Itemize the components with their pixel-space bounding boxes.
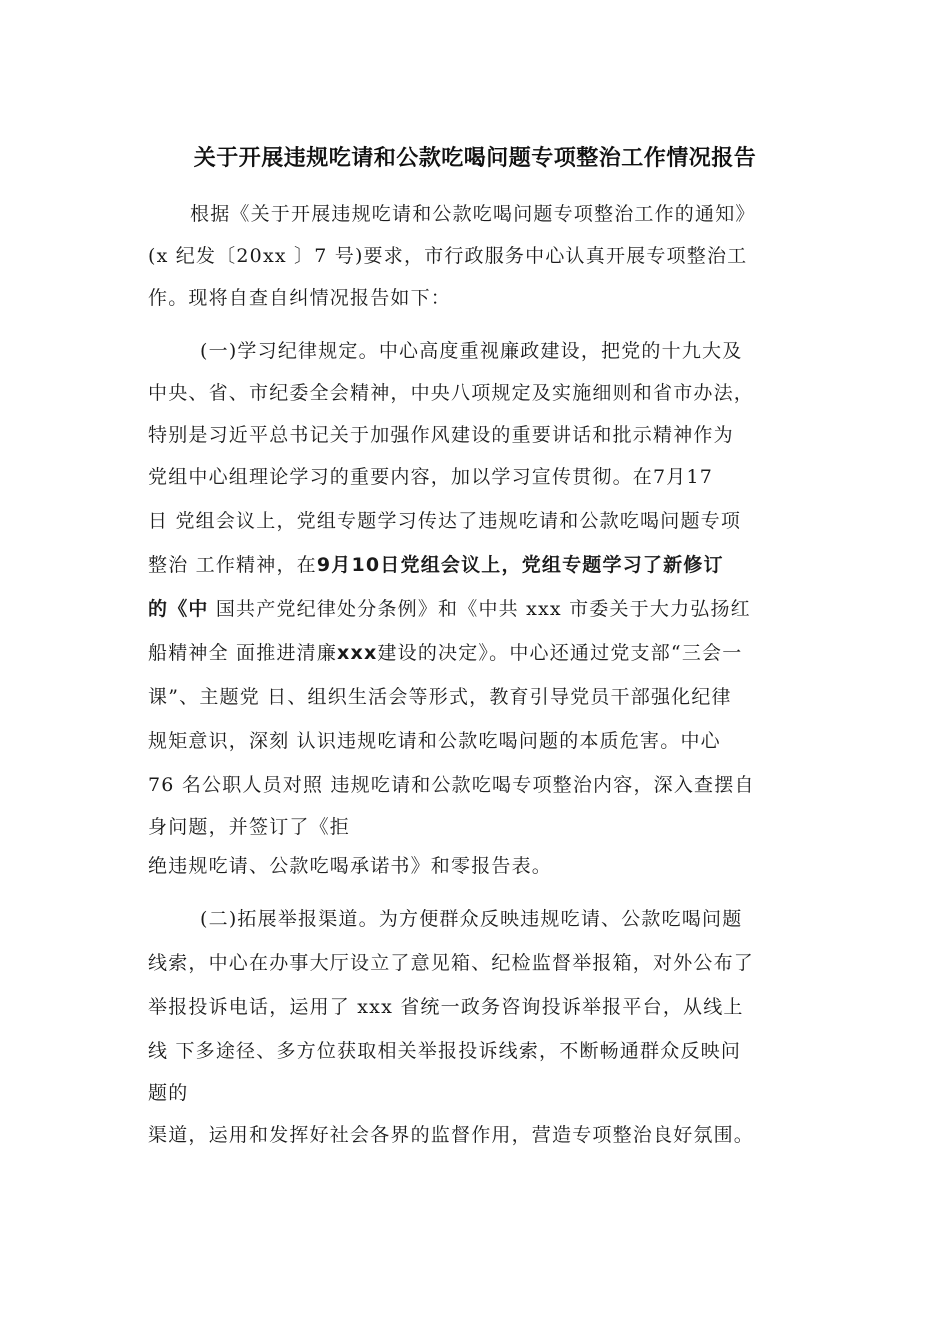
section1-line-9: 课”、主题党 日、组织生活会等形式，教育引导党员干部强化纪律 bbox=[148, 686, 732, 708]
section2-line-3: 举报投诉电话，运用了 xxx 省统一政务咨询投诉举报平台，从线上 bbox=[148, 996, 744, 1018]
section1-line-10: 规矩意识，深刻 认识违规吃请和公款吃喝问题的本质危害。中心 bbox=[148, 730, 721, 752]
section1-line-1: (一)学习纪律规定。中心高度重视廉政建设，把党的十九大及 bbox=[200, 340, 743, 362]
section1-bold-text-2: 的《中 bbox=[148, 598, 209, 620]
section1-bold-text-1: 9月10日党组会议上，党组专题学习了新修订 bbox=[316, 554, 724, 576]
document-title: 关于开展违规吃请和公款吃喝问题专项整治工作情况报告 bbox=[193, 146, 757, 171]
section2-line-4: 线 下多途径、多方位获取相关举报投诉线索，不断畅通群众反映问 bbox=[148, 1040, 742, 1062]
section1-line-7 bbox=[148, 600, 751, 619]
section2-line-2: 线索，中心在办事大厅设立了意见箱、纪检监督举报箱，对外公布了 bbox=[148, 952, 755, 974]
section1-bold-text-3: xxx bbox=[337, 642, 378, 664]
section1-line-6-text: 整治 工作精神，在 bbox=[148, 554, 317, 576]
section1-line-8 bbox=[148, 644, 742, 663]
section2-line-6: 渠道，运用和发挥好社会各界的监督作用，营造专项整治良好氛围。 bbox=[148, 1124, 755, 1146]
section1-line-4: 党组中心组理论学习的重要内容，加以学习宣传贯彻。在7月17 bbox=[148, 466, 714, 488]
section1-line-7-text: 国共产党纪律处分条例》和《中共 xxx 市委关于大力弘扬红 bbox=[208, 598, 751, 620]
section1-line-13: 绝违规吃请、公款吃喝承诺书》和零报告表。 bbox=[148, 855, 553, 877]
section1-line-12: 身问题，并签订了《拒 bbox=[148, 816, 351, 838]
intro-line-1: 根据《关于开展违规吃请和公款吃喝问题专项整治工作的通知》 bbox=[190, 203, 756, 225]
section2-line-5: 题的 bbox=[148, 1082, 189, 1104]
section1-line-8-pre: 船精神全 面推进清廉 bbox=[148, 642, 338, 664]
intro-line-3: 作。现将自查自纠情况报告如下： bbox=[148, 287, 452, 309]
intro-line-2: (x 纪发〔20xx 〕7 号)要求，市行政服务中心认真开展专项整治工 bbox=[148, 245, 748, 267]
section1-line-3: 特别是习近平总书记关于加强作风建设的重要讲话和批示精神作为 bbox=[148, 424, 734, 446]
section2-line-1: (二)拓展举报渠道。为方便群众反映违规吃请、公款吃喝问题 bbox=[200, 908, 743, 930]
section1-line-11: 76 名公职人员对照 违规吃请和公款吃喝专项整治内容，深入查摆自 bbox=[148, 774, 755, 796]
section1-line-6 bbox=[148, 556, 724, 575]
section1-line-2: 中央、省、市纪委全会精神，中央八项规定及实施细则和省市办法， bbox=[148, 382, 755, 404]
section1-line-8-rest: 建设的决定》。中心还通过党支部“三会一 bbox=[377, 642, 743, 664]
section1-line-5: 日 党组会议上，党组专题学习传达了违规吃请和公款吃喝问题专项 bbox=[148, 510, 742, 532]
